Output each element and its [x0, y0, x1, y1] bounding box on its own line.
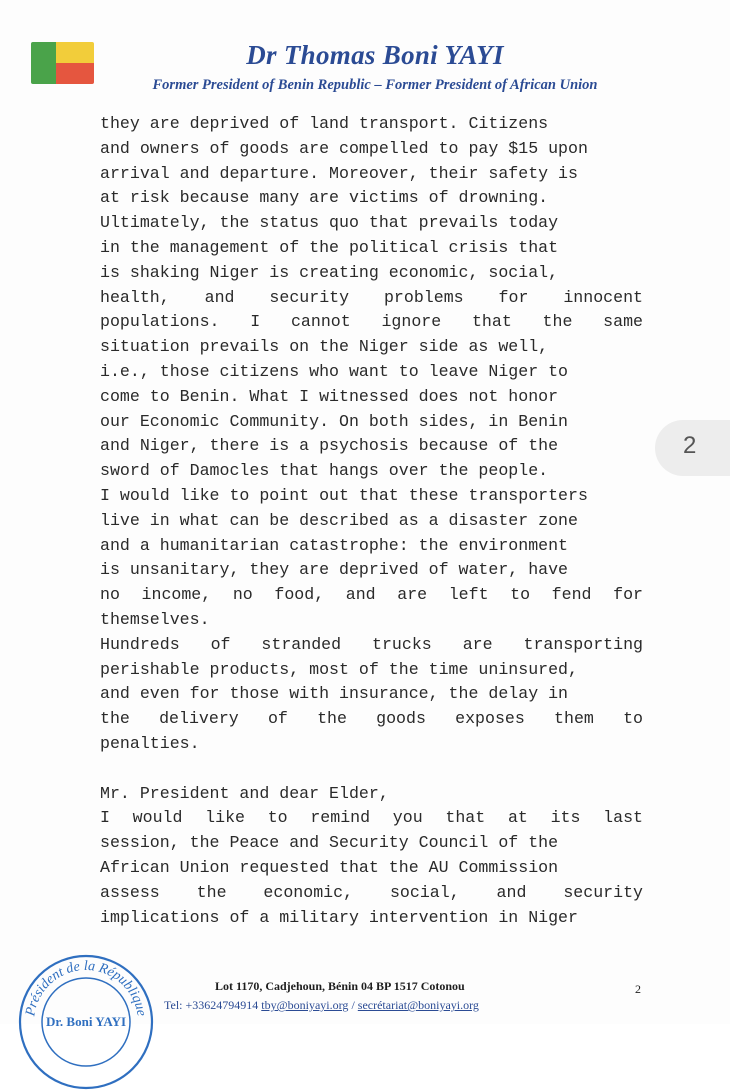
body-text-line: perishable products, most of the time uninsured, — [100, 659, 578, 679]
body-text-line: populations. I cannot ignore that the same — [100, 312, 643, 332]
body-text-line: at risk because many are victims of drowning. — [100, 188, 549, 208]
body-text-line: session, the Peace and Security Council of the — [100, 833, 559, 853]
body-text-line: arrival and departure. Moreover, their safety is — [100, 163, 578, 183]
body-text-line: and owners of goods are compelled to pay $15 upon — [100, 138, 588, 158]
body-text-line: I would like to remind you that at its last — [100, 808, 643, 828]
body-text-line: the delivery of the goods exposes them to — [100, 709, 643, 729]
body-text-line: Ultimately, the status quo that prevails today — [100, 213, 559, 233]
body-text-line: implications of a military intervention in Niger — [100, 907, 578, 927]
body-text-line: health, and security problems for innocent — [100, 287, 643, 307]
svg-text:Président de la République — [23, 959, 149, 1018]
body-text-line: and even for those with insurance, the delay in — [100, 684, 569, 704]
footer-tel: Tel: +33624794914 — [164, 998, 259, 1012]
body-text-line: assess the economic, social, and security — [100, 882, 643, 902]
body-text-line — [100, 757, 643, 782]
footer-email-link[interactable]: tby@boniyayi.org — [261, 998, 349, 1012]
body-text-line: penalties. — [100, 733, 200, 753]
body-text-line: they are deprived of land transport. Citizens — [100, 114, 549, 133]
body-text-line: situation prevails on the Niger side as well, — [100, 337, 549, 357]
body-text-line: Hundreds of stranded trucks are transporting — [100, 634, 643, 654]
body-text-line: African Union requested that the AU Commission — [100, 857, 559, 877]
body-text-line: themselves. — [100, 609, 210, 629]
page-indicator-label: 2 — [683, 432, 697, 459]
body-text-line: in the management of the political crisis that — [100, 237, 559, 257]
body-text-line: i.e., those citizens who want to leave Niger to — [100, 361, 569, 381]
body-text-line: sword of Damocles that hangs over the people. — [100, 461, 549, 481]
stamp-center-text: Dr. Boni YAYI — [45, 1014, 127, 1029]
letter-body — [100, 112, 643, 930]
footer-separator: / — [351, 998, 355, 1012]
footer-contact — [164, 998, 479, 1013]
stamp-top-text: Président de la République — [23, 958, 149, 1018]
footer-page-number: 2 — [635, 982, 641, 996]
body-text-line: is unsanitary, they are deprived of water, have — [100, 560, 569, 580]
presidential-stamp — [16, 950, 156, 1090]
body-text-line: come to Benin. What I witnessed does not honor — [100, 386, 559, 406]
body-text-line: Mr. President and dear Elder, — [100, 783, 389, 803]
body-text-line: and a humanitarian catastrophe: the environment — [100, 535, 569, 555]
body-text-line: no income, no food, and are left to fend for — [100, 585, 643, 605]
body-text-line: and Niger, there is a psychosis because of the — [100, 436, 559, 456]
body-text-line: our Economic Community. On both sides, in Benin — [100, 411, 569, 431]
letterhead-name: Dr Thomas Boni YAYI — [246, 40, 504, 70]
footer-secretariat-email-link[interactable]: secrétariat@boniyayi.org — [357, 998, 479, 1012]
body-text-line: is shaking Niger is creating economic, social, — [100, 262, 559, 282]
body-text-line: I would like to point out that these transporters — [100, 485, 588, 505]
footer-address: Lot 1170, Cadjehoun, Bénin 04 BP 1517 Cotonou — [215, 979, 465, 993]
body-text-line: live in what can be described as a disaster zone — [100, 510, 578, 530]
letterhead-subtitle: Former President of Benin Republic – Former President of African Union — [152, 77, 598, 93]
